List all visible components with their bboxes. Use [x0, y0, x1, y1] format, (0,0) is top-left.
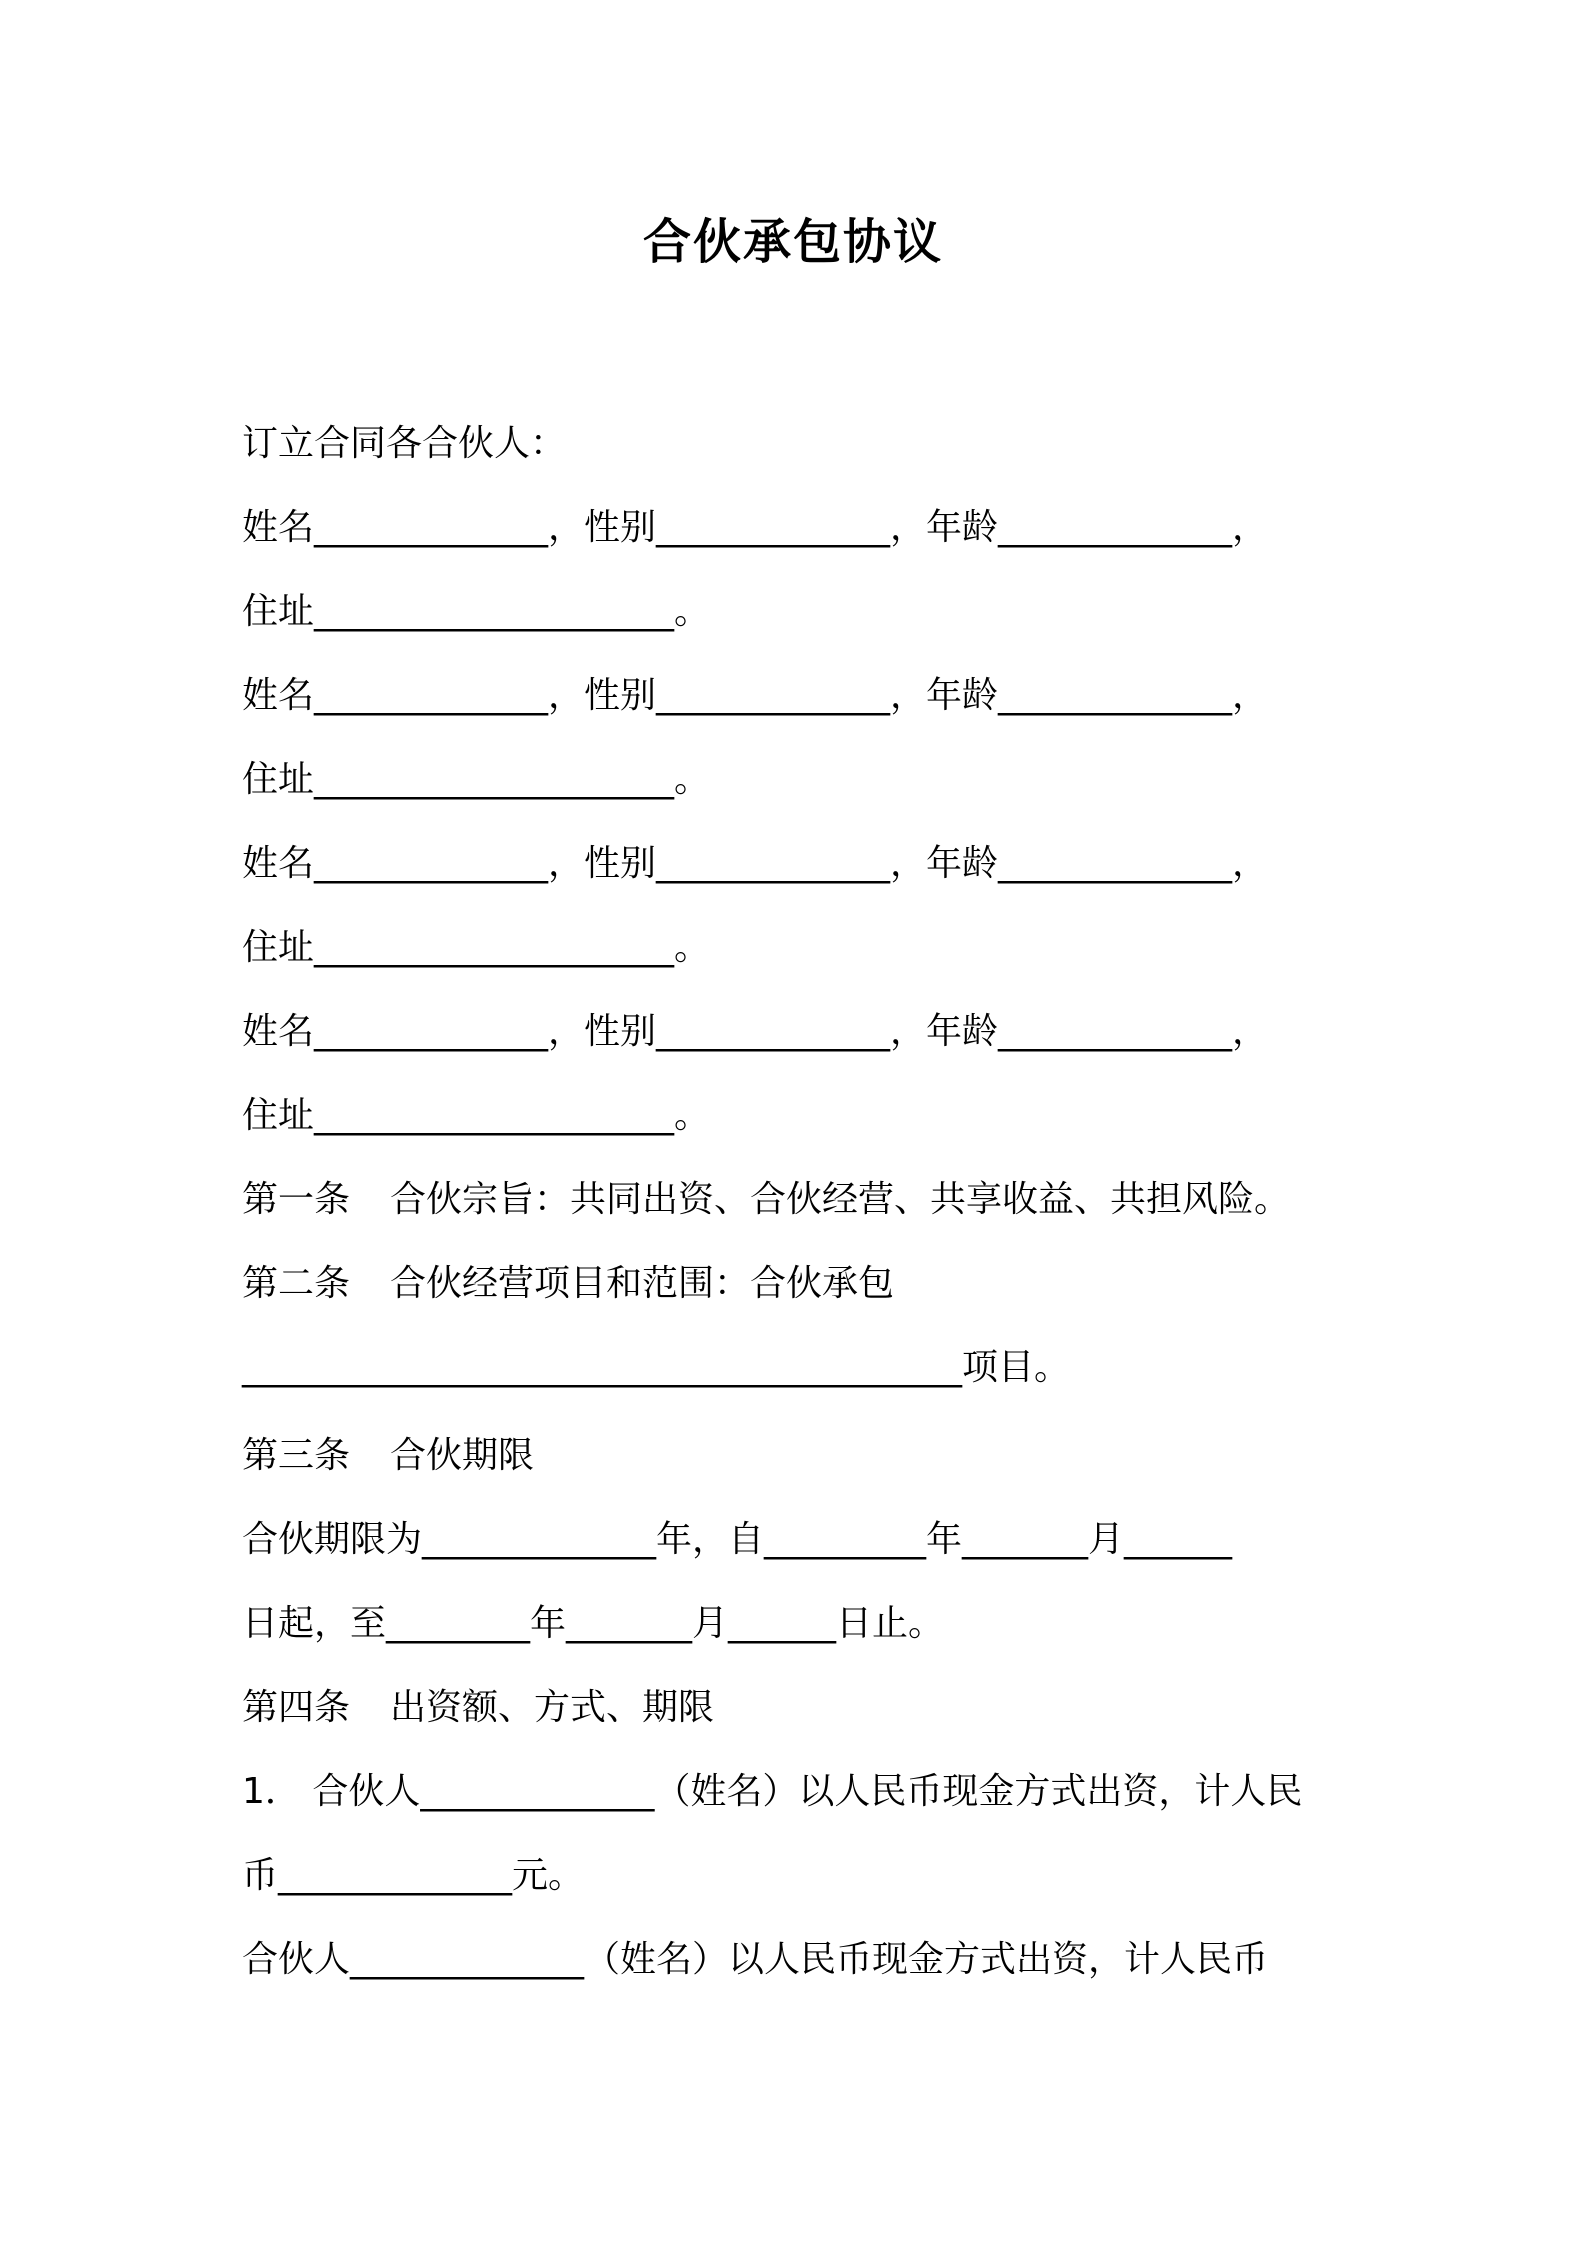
article-4-text: 出资额、方式、期限 — [390, 1687, 715, 1728]
article-3-line-2: 日起，至________年_______月______日止。 — [242, 1603, 945, 1644]
partner-2-line-1: 姓名_____________，性别_____________，年龄_____________， — [242, 675, 1269, 716]
article-2-continuation: ________________________________________项目。 — [242, 1347, 1071, 1388]
article-4-item-1-line-2: 币_____________元。 — [242, 1855, 585, 1896]
partner-4-line-1: 姓名_____________，性别_____________，年龄_____________， — [242, 1011, 1269, 1052]
article-2-label: 第二条 — [242, 1263, 351, 1304]
article-4-item-1-line-1: 1． 合伙人_____________（姓名）以人民币现金方式出资，计人民 — [242, 1771, 1303, 1812]
article-1-label: 第一条 — [242, 1179, 351, 1220]
partner-4-line-2: 住址____________________。 — [242, 1095, 711, 1136]
article-2-text: 合伙经营项目和范围：合伙承包 — [390, 1263, 895, 1304]
article-2 — [242, 1242, 1362, 1326]
partner-1-line-2: 住址____________________。 — [242, 591, 711, 632]
partner-3-line-1: 姓名_____________，性别_____________，年龄_____________， — [242, 843, 1269, 884]
article-3-text: 合伙期限 — [390, 1435, 535, 1476]
partner-1-line-1: 姓名_____________，性别_____________，年龄_____________， — [242, 507, 1269, 548]
article-3-line-1: 合伙期限为_____________年，自_________年_______月______ — [242, 1519, 1233, 1560]
article-4-label: 第四条 — [242, 1687, 351, 1728]
article-3 — [242, 1414, 1362, 1498]
document-title: 合伙承包协议 — [642, 214, 943, 270]
article-4-item-2-line-1: 合伙人_____________（姓名）以人民币现金方式出资，计人民币 — [242, 1939, 1269, 1980]
article-1-text: 合伙宗旨：共同出资、合伙经营、共享收益、共担风险。 — [390, 1179, 1291, 1220]
partner-2-line-2: 住址____________________。 — [242, 759, 711, 800]
intro-line: 订立合同各合伙人： — [242, 423, 567, 464]
article-1 — [242, 1158, 1362, 1242]
article-4 — [242, 1666, 1362, 1750]
article-3-label: 第三条 — [242, 1435, 351, 1476]
partner-3-line-2: 住址____________________。 — [242, 927, 711, 968]
document-body — [242, 402, 1362, 2002]
